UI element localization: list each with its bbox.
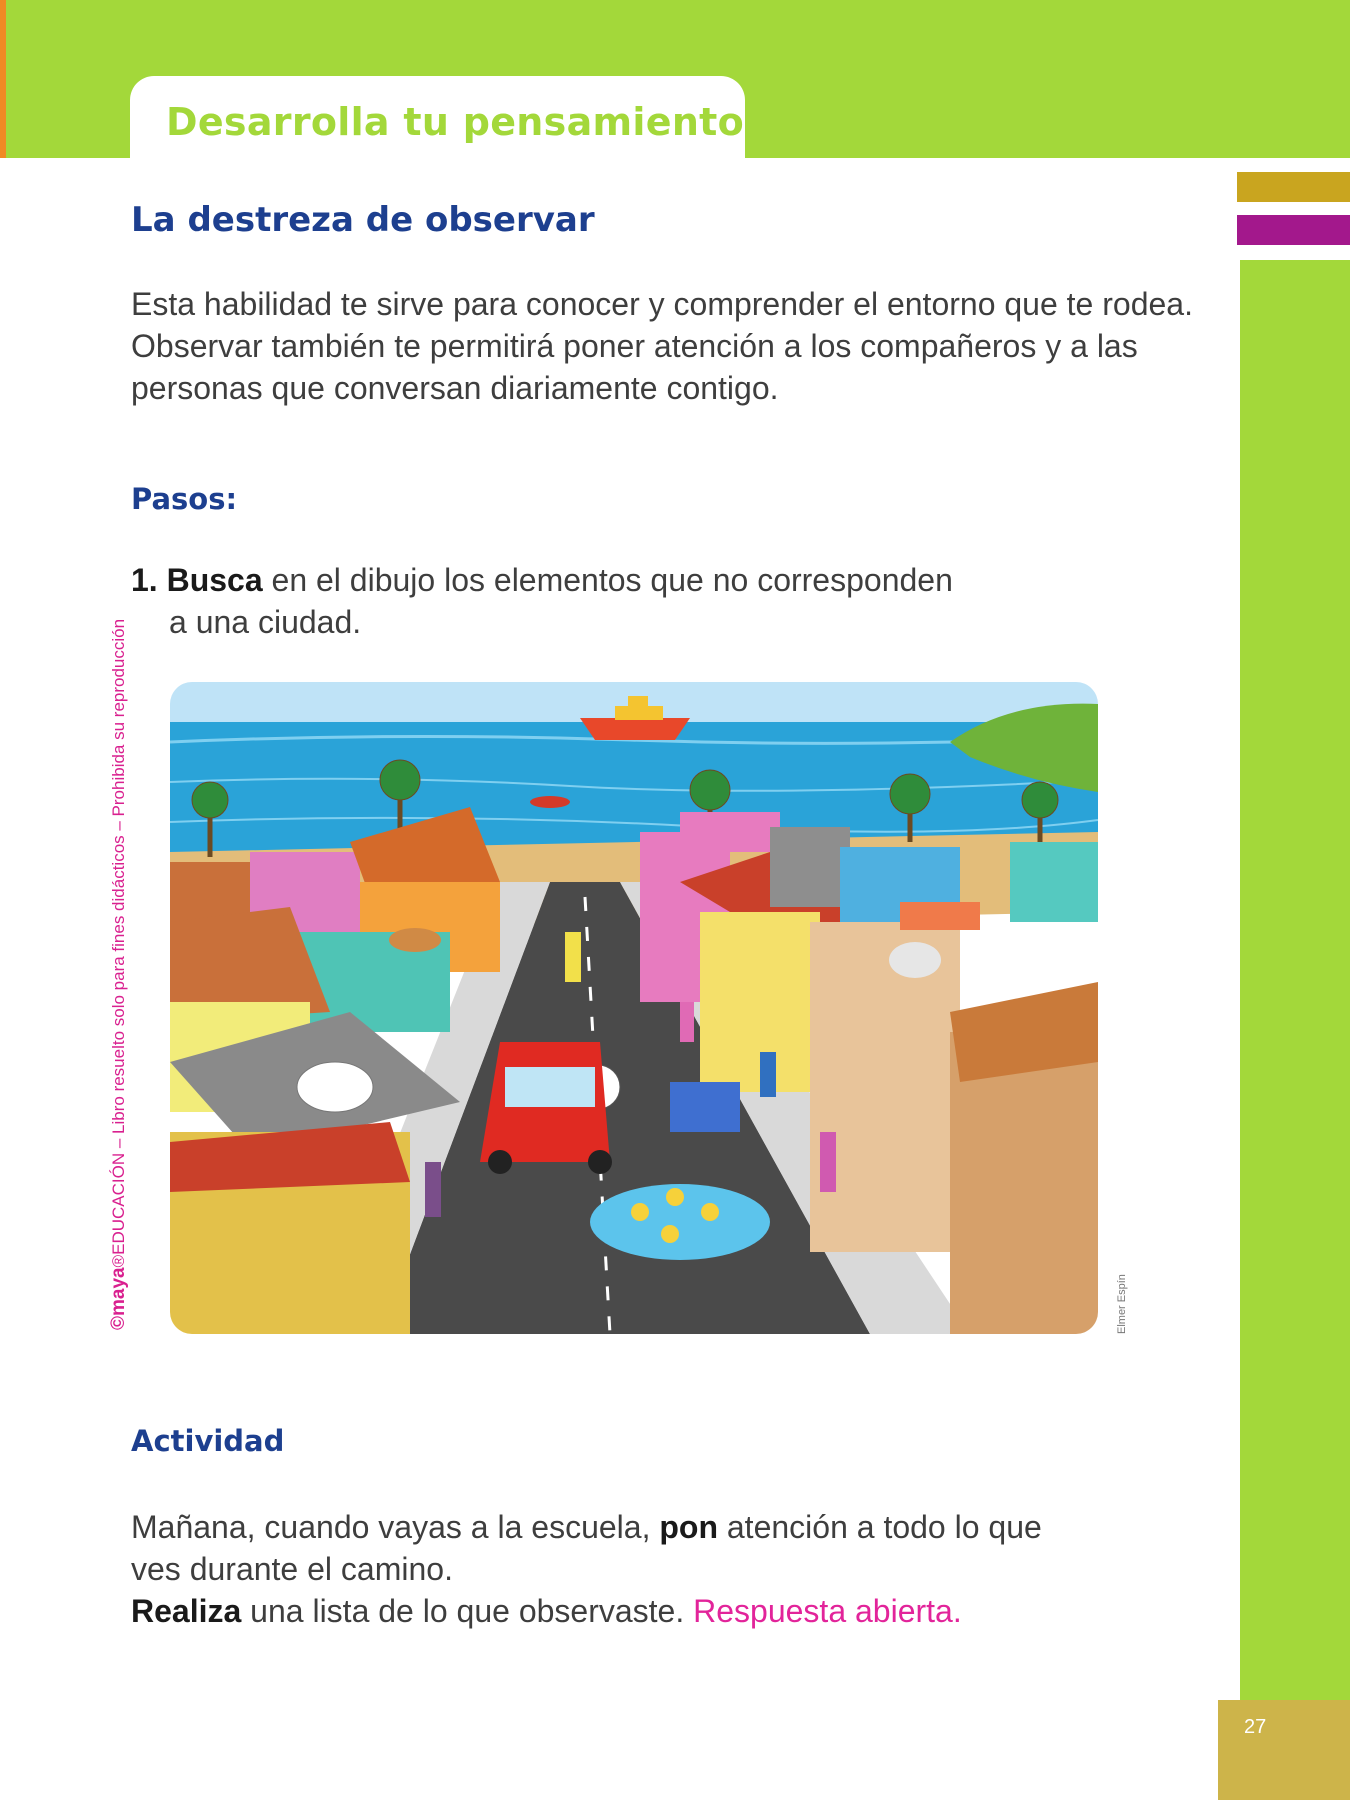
steps-heading: Pasos: [131, 482, 238, 516]
activity-text: atención a todo lo que [717, 1509, 1042, 1545]
copyright-notice [108, 619, 130, 1330]
step-text: en el dibujo los elementos que no corresponden [262, 562, 953, 598]
activity-heading: Actividad [131, 1424, 285, 1458]
activity-verb-pon: pon [659, 1509, 718, 1545]
step-number: 1. [131, 562, 158, 598]
brand-logo: ©maya [108, 1267, 129, 1330]
activity-paragraph [131, 1506, 1211, 1632]
step-text-continued: a una ciudad. [169, 604, 362, 640]
activity-text: Mañana, cuando vayas a la escuela, [131, 1509, 660, 1545]
intro-paragraph: Esta habilidad te sirve para conocer y comprender el entorno que te rodea. Observar también te permitirá poner atención a los compañeros y a las personas que conversan diariamente contigo. [131, 286, 1193, 406]
vendor-cart [670, 1082, 740, 1132]
goat [389, 928, 441, 952]
page-number-box [1218, 1700, 1350, 1800]
illustrator-credit: Elmer Espín [1116, 1274, 1128, 1334]
step-item [131, 559, 1081, 643]
side-strip-magenta [1237, 215, 1350, 245]
copyright-text: ®EDUCACIÓN – Libro resuelto solo para fines didácticos – Prohibida su reproducción [109, 618, 128, 1268]
jetski [530, 796, 570, 808]
step-verb: Busca [166, 562, 263, 598]
page-title: Desarrolla tu pensamiento [166, 100, 745, 144]
activity-text: ves durante el camino. [131, 1551, 453, 1587]
answer-text: Respuesta abierta. [693, 1593, 962, 1629]
section-title: La destreza de observar [131, 200, 595, 240]
town-illustration [170, 682, 1098, 1334]
red-car [480, 1042, 612, 1174]
sheep [297, 1062, 373, 1112]
activity-text: una lista de lo que observaste. [241, 1593, 694, 1629]
page-number: 27 [1244, 1716, 1267, 1738]
header-accent [0, 0, 6, 158]
side-strip-green [1240, 260, 1350, 1700]
side-strip-gold [1237, 172, 1350, 202]
activity-verb-realiza: Realiza [131, 1593, 242, 1629]
cat [889, 942, 941, 978]
